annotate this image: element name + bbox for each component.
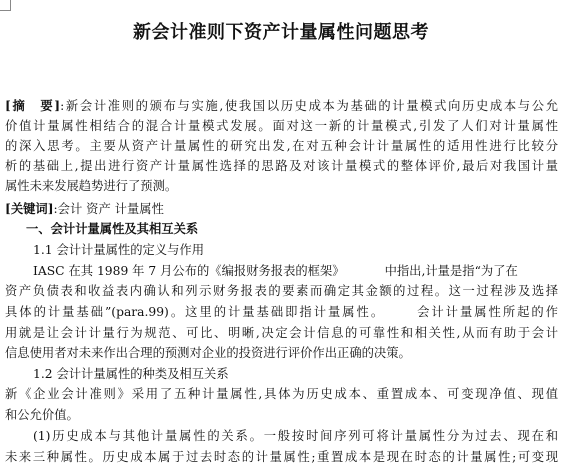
- body-line-1-2-2: 和公允价值。: [5, 408, 79, 422]
- body-segment-a: IASC 在其 1989 年 7 月公布的《编报财务报表的框架》: [33, 264, 345, 278]
- keywords-line: [5, 201, 558, 219]
- body-line-1-1-2: 资产负债表和收益表内确认和列示财务报表的要素而确定其金额的过程。这一过程涉及选择: [5, 284, 558, 298]
- abstract-label: [摘 要]: [5, 98, 61, 113]
- body-line-1-2-4: 未来三种属性。历史成本属于过去时态的计量属性;重置成本是现在时态的计量属性;可变现: [5, 450, 558, 464]
- body-line-1-1-1: [33, 263, 558, 281]
- abstract-line-2: 价值计量属性相结合的混合计量模式发展。面对这一新的计量模式,引发了人们对计量属性: [5, 119, 558, 133]
- abstract-line-4: 析的基础上,提出进行资产计量属性选择的思路及对该计量模式的整体评价,最后对我国计量: [5, 159, 558, 173]
- keywords-label: [关键词]: [5, 201, 54, 216]
- body-segment-b: 中指出,计量是指“为了在: [384, 264, 518, 278]
- document-title: 新会计准则下资产计量属性问题思考: [133, 22, 429, 43]
- abstract-text-1: :新会计准则的颁布与实施,使我国以历史成本为基础的计量模式向历史成本与公允: [60, 99, 558, 113]
- body-segment-d: 会计计量属性所起的作: [415, 305, 558, 319]
- body-line-1-2-3: (1)历史成本与其他计量属性的关系。一般按时间序列可将计量属性分为过去、现在和: [33, 429, 558, 443]
- section-heading: 一、会计计量属性及其相互关系: [26, 221, 199, 236]
- body-line-1-2-1: 新《企业会计准则》采用了五种计量属性,具体为历史成本、重置成本、可变现净值、现值: [5, 387, 558, 401]
- body-line-1-1-4: 用就是让会计计量行为规范、可比、明晰,决定会计信息的可靠性和相关性,从而有助于会计: [5, 326, 558, 340]
- corner-crop-mark: [0, 0, 11, 11]
- body-line-1-1-5: 信息使用者对未来作出合理的预测对企业的投资进行评价作出正确的决策。: [5, 346, 411, 360]
- subsection-heading-1-1: 1.1 会计计量属性的定义与作用: [33, 243, 205, 257]
- abstract-line-5: 属性未来发展趋势进行了预测。: [5, 179, 178, 193]
- body-line-1-1-3: [5, 304, 558, 322]
- subsection-heading-1-2: 1.2 会计计量属性的种类及相互关系: [33, 367, 229, 381]
- keywords-text: :会计 资产 计量属性: [53, 202, 164, 216]
- abstract-line-1: [5, 98, 558, 116]
- abstract-line-3: 的深入思考。主要从资产计量属性的研究出发,在对五种会计计量属性的适用性进行比较分: [5, 139, 558, 153]
- body-segment-c: 具体的计量基础”(para.99)。这里的计量基础即指计量属性。: [5, 305, 386, 319]
